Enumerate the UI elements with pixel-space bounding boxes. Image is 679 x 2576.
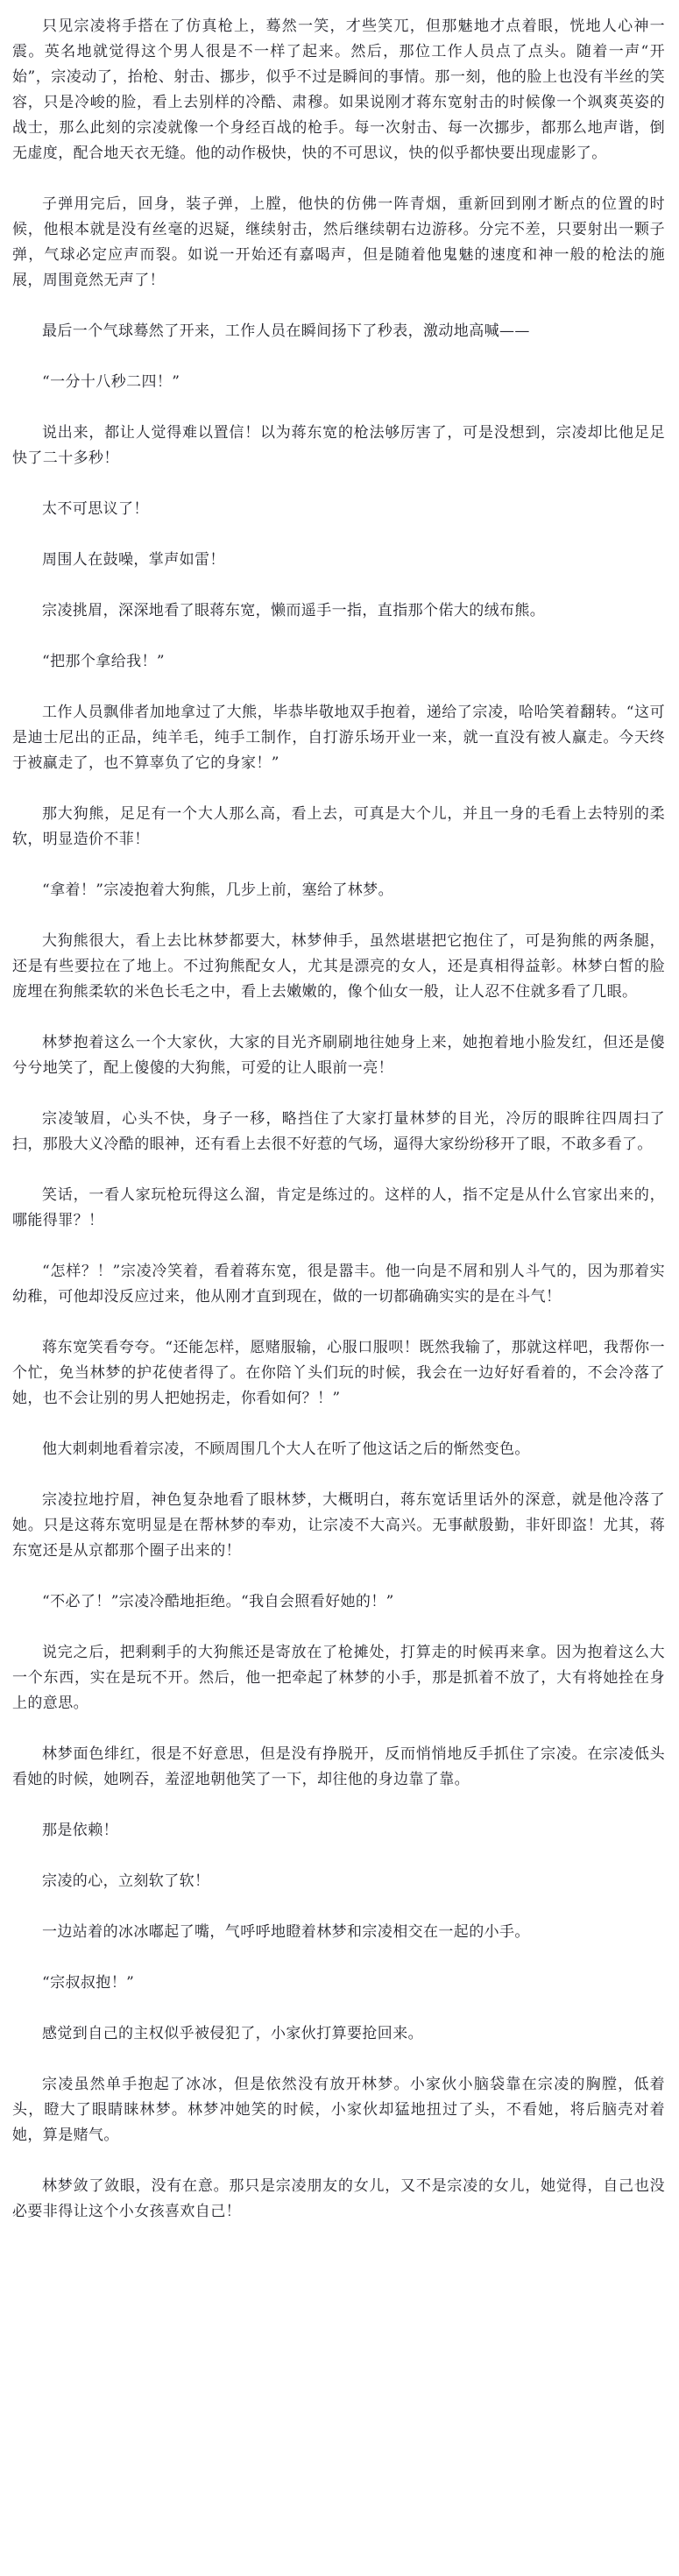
paragraph: 说完之后，把剩剩手的大狗熊还是寄放在了枪摊处，打算走的时候再来拿。因为抱着这么大一个东西，实在是玩不开。然后，他一把牵起了林梦的小手，那是抓着不放了，大有将她拴在身上的意思。 xyxy=(12,1644,665,1712)
paragraph: 林梦面色绯红，很是不好意思，但是没有挣脱开，反而悄悄地反手抓住了宗凌。在宗凌低头看她的时候，她咧吞，羞涩地朝他笑了一下，却往他的身边靠了靠。 xyxy=(12,1745,665,1788)
footer-promo-text: 林梦敛了敛眼，没有在意。那只是宗凌朋友的女儿，又不是宗凌的女儿，她觉得，自己也没必要非得让这个小女孩喜欢自己！ xyxy=(12,2177,665,2220)
paragraph: 那是依赖！ xyxy=(42,1822,118,1839)
paragraph: 他大刺刺地看着宗凌，不顾周围几个大人在听了他这话之后的惭然变色。 xyxy=(42,1440,530,1458)
paragraph: 宗凌挑眉，深深地看了眼蒋东宽，懒而遥手一指，直指那个偌大的绒布熊。 xyxy=(42,602,546,619)
paragraph: 林梦抱着这么一个大家伙，大家的目光齐刷刷地往她身上来，她抱着地小脸发红，但还是傻兮兮地笑了，配上傻傻的大狗熊，可爱的让人眼前一亮！ xyxy=(12,1034,665,1077)
paragraph: 宗凌的心，立刻软了软！ xyxy=(42,1872,210,1890)
paragraph: 周围人在鼓噪，掌声如雷！ xyxy=(42,551,225,569)
paragraph: 子弹用完后，回身，装子弹，上膛，他快的仿佛一阵青烟，重新回到刚才断点的位置的时候，他根本就是没有丝毫的迟疑，继续射击，然后继续朝右边游移。分完不差，只要射出一颗子弹，气球必定应声而裂。如说一开始还有嘉喝声，但是随着他鬼魅的速度和神一般的枪法的施展，周围竟然无声了！ xyxy=(12,195,665,289)
paragraph: “不必了！”宗凌冷酷地拒绝。“我自会照看好她的！” xyxy=(42,1593,394,1610)
paragraph: 一边站着的冰冰嘟起了嘴，气呼呼地瞪着林梦和宗凌相交在一起的小手。 xyxy=(42,1923,530,1941)
paragraph: “拿着！”宗凌抱着大狗熊，几步上前，塞给了林梦。 xyxy=(42,881,393,899)
paragraph: “宗叔叔抱！” xyxy=(42,1974,135,1992)
paragraph: 工作人员飘俳者加地拿过了大熊，毕恭毕敬地双手抱着，递给了宗凌，哈哈笑着翻转。“这可是迪士尼出的正品，纯羊毛，纯手工制作，自打游乐场开业一来，就一直没有被人赢走。今天终于被赢走了，也不算辜负了它的身家！” xyxy=(12,704,665,772)
paragraph: 最后一个气球蓦然了开来，工作人员在瞬间扬下了秒表，激动地高喊—— xyxy=(42,322,530,340)
paragraph: 感觉到自己的主权似乎被侵犯了，小家伙打算要抢回来。 xyxy=(42,2025,423,2042)
paragraph: 蒋东宽笑看夸夸。“还能怎样，愿赌服输，心服口服呗！既然我输了，那就这样吧，我帮你一个忙，免当林梦的护花使者得了。在你陪丫头们玩的时候，我会在一边好好看着的，不会冷落了她，也不会让别的男人把她拐走，你看如何？！” xyxy=(12,1339,665,1407)
paragraph: 宗凌虽然单手抱起了冰冰，但是依然没有放开林梦。小家伙小脑袋靠在宗凌的胸膛，低着头，瞪大了眼睛睐林梦。林梦冲她笑的时候，小家伙却猛地扭过了头，不看她，将后脑壳对着她，算是赌气。 xyxy=(12,2076,665,2144)
paragraph: 宗凌拉地拧眉，神色复杂地看了眼林梦，大概明白，蒋东宽话里话外的深意，就是他冷落了她。只是这蒋东宽明显是在帮林梦的奉劝，让宗凌不大高兴。无事献殷勤，非奸即盗！尤其，蒋东宽还是从京都那个圈子出来的！ xyxy=(12,1491,665,1560)
paragraph: 太不可思议了！ xyxy=(42,500,149,518)
paragraph: 那大狗熊，足足有一个大人那么高，看上去，可真是大个儿，并且一身的毛看上去特别的柔软，明显造价不菲！ xyxy=(12,805,665,848)
paragraph: 只见宗凌将手搭在了仿真枪上，蓦然一笑，才些笑兀，但那魅地才点着眼，恍地人心神一震。英名地就觉得这个男人很是不一样了起来。然后，那位工作人员点了点头。随着一声“开始”，宗凌动了，抬枪、射击、挪步，似乎不过是瞬间的事情。那一刻，他的脸上也没有半丝的笑容，只是冷峻的脸，看上去别样的冷酷、肃穆。如果说刚才蒋东宽射击的时候像一个飒爽英姿的战士，那么此刻的宗凌就像一个身经百战的枪手。每一次射击、每一次挪步，都那么地声谐，倒无虚度，配合地天衣无缝。他的动作极快，快的不可思议，快的似乎都快要出现虚影了。 xyxy=(12,18,665,162)
paragraph: 大狗熊很大，看上去比林梦都要大，林梦伸手，虽然堪堪把它抱住了，可是狗熊的两条腿，还是有些要拉在了地上。不过狗熊配女人，尤其是漂亮的女人，还是真相得益彰。林梦白皙的脸庞埋在狗熊柔软的米色长毛之中，看上去嫩嫩的，像个仙女一般，让人忍不住就多看了几眼。 xyxy=(12,932,665,1001)
paragraph: “怎样？！”宗凌冷笑着，看着蒋东宽，很是嚣丰。他一向是不屑和别人斗气的，因为那着实幼稚，可他却没反应过来，他从刚才直到现在，做的一切都确确实实的是在斗气！ xyxy=(12,1263,665,1306)
paragraph: 宗凌皱眉，心头不快，身子一移，略挡住了大家打量林梦的目光，冷厉的眼眸往四周扫了扫，那股大义冷酷的眼神，还有看上去很不好惹的气场，逼得大家纷纷移开了眼，不敢多看了。 xyxy=(12,1110,665,1153)
paragraph: 笑话，一看人家玩枪玩得这么溜，肯定是练过的。这样的人，指不定是从什么官家出来的，哪能得罪？！ xyxy=(12,1186,665,1229)
paragraph: “把那个拿给我！” xyxy=(42,653,165,670)
paragraph: “一分十八秒二四！” xyxy=(42,373,180,391)
paragraph: 说出来，都让人觉得难以置信！以为蒋东宽的枪法够厉害了，可是没想到，宗凌却比他足足快了二十多秒！ xyxy=(12,424,665,467)
